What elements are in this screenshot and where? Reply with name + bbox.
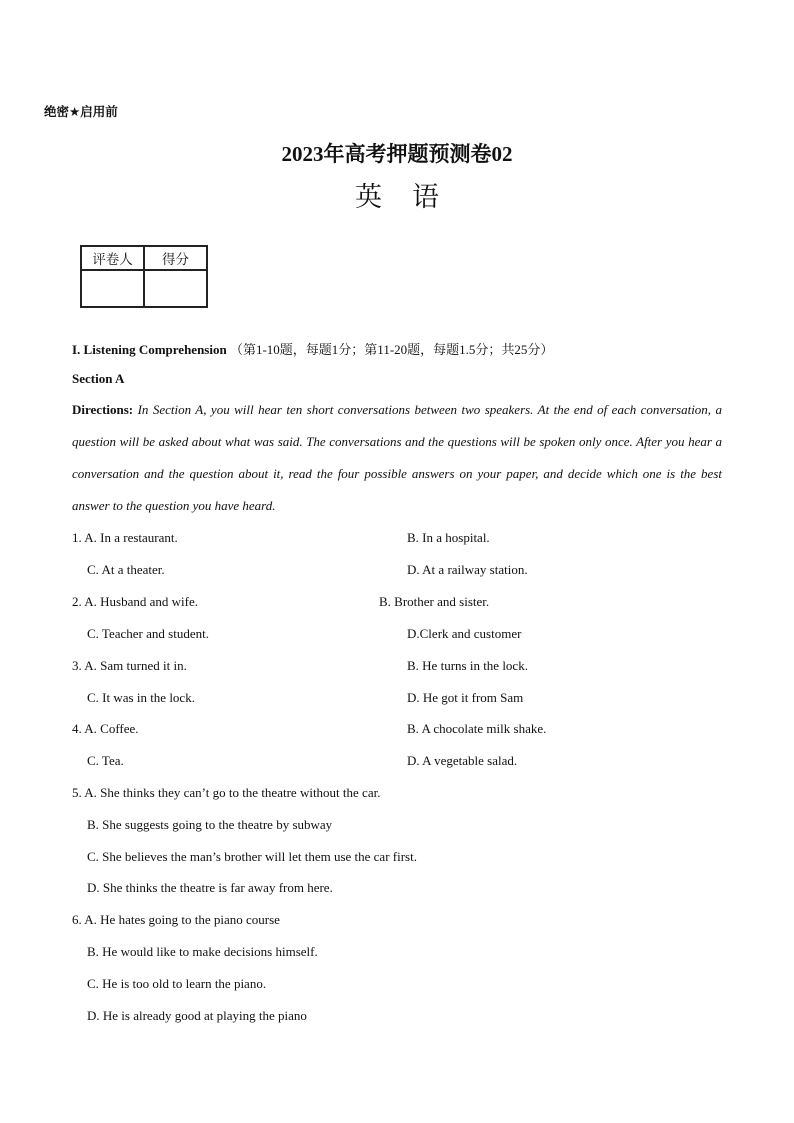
q4-option-b[interactable]: B. A chocolate milk shake. (407, 721, 547, 736)
part-heading (72, 339, 553, 358)
q1-option-d[interactable]: D. At a railway station. (407, 562, 528, 577)
q4-option-d[interactable]: D. A vegetable salad. (407, 753, 518, 768)
directions-label: Directions: (72, 402, 134, 417)
q6-option-c[interactable]: C. He is too old to learn the piano. (87, 976, 267, 991)
q5-option-b[interactable]: B. She suggests going to the theatre by subway (87, 817, 333, 832)
directions-paragraph (72, 394, 722, 522)
grader-cell[interactable] (81, 270, 144, 307)
subject-title: 英语 (355, 182, 469, 212)
score-cell[interactable] (144, 270, 207, 307)
q5-option-d[interactable]: D. She thinks the theatre is far away from here. (87, 880, 333, 895)
part-scoring-note: （第1-10题，每题1分；第11-20题，每题1.5分；共25分） (229, 342, 554, 357)
q3-option-d[interactable]: D. He got it from Sam (407, 690, 524, 705)
q2-option-d[interactable]: D.Clerk and customer (407, 626, 522, 641)
score-table (80, 245, 208, 308)
q1-option-c[interactable]: C. At a theater. (87, 562, 165, 577)
section-heading: Section A (72, 371, 125, 386)
q6-option-a[interactable]: 6. A. He hates going to the piano course (72, 912, 280, 927)
q5-option-c[interactable]: C. She believes the man’s brother will let them use the car first. (87, 849, 417, 864)
q2-option-c[interactable]: C. Teacher and student. (87, 626, 209, 641)
q1-option-b[interactable]: B. In a hospital. (407, 530, 490, 545)
q4-option-c[interactable]: C. Tea. (87, 753, 124, 768)
exam-title: 2023年高考押题预测卷02 (281, 142, 513, 166)
q6-option-b[interactable]: B. He would like to make decisions himself. (87, 944, 318, 959)
directions-text: In Section A, you will hear ten short conversations between two speakers. At the end of each conversation, a question will be asked about what was said. The conversations and the questions will be spoken only once. After you hear a conversation and the question about it, read the four possible answers on your paper, and decide which one is the best answer to the question you have heard. (72, 402, 722, 513)
q1-option-a[interactable]: 1. A. In a restaurant. (72, 530, 178, 545)
q4-option-a[interactable]: 4. A. Coffee. (72, 721, 139, 736)
q2-option-b[interactable]: B. Brother and sister. (379, 594, 490, 609)
q6-option-d[interactable]: D. He is already good at playing the piano (87, 1008, 307, 1023)
q3-option-b[interactable]: B. He turns in the lock. (407, 658, 528, 673)
score-header: 得分 (144, 246, 207, 270)
grader-header: 评卷人 (81, 246, 144, 270)
confidential-label: 绝密★启用前 (44, 104, 118, 119)
q2-option-a[interactable]: 2. A. Husband and wife. (72, 594, 199, 609)
part-title: I. Listening Comprehension (72, 342, 227, 357)
q5-option-a[interactable]: 5. A. She thinks they can’t go to the theatre without the car. (72, 785, 381, 800)
q3-option-a[interactable]: 3. A. Sam turned it in. (72, 658, 187, 673)
q3-option-c[interactable]: C. It was in the lock. (87, 690, 195, 705)
